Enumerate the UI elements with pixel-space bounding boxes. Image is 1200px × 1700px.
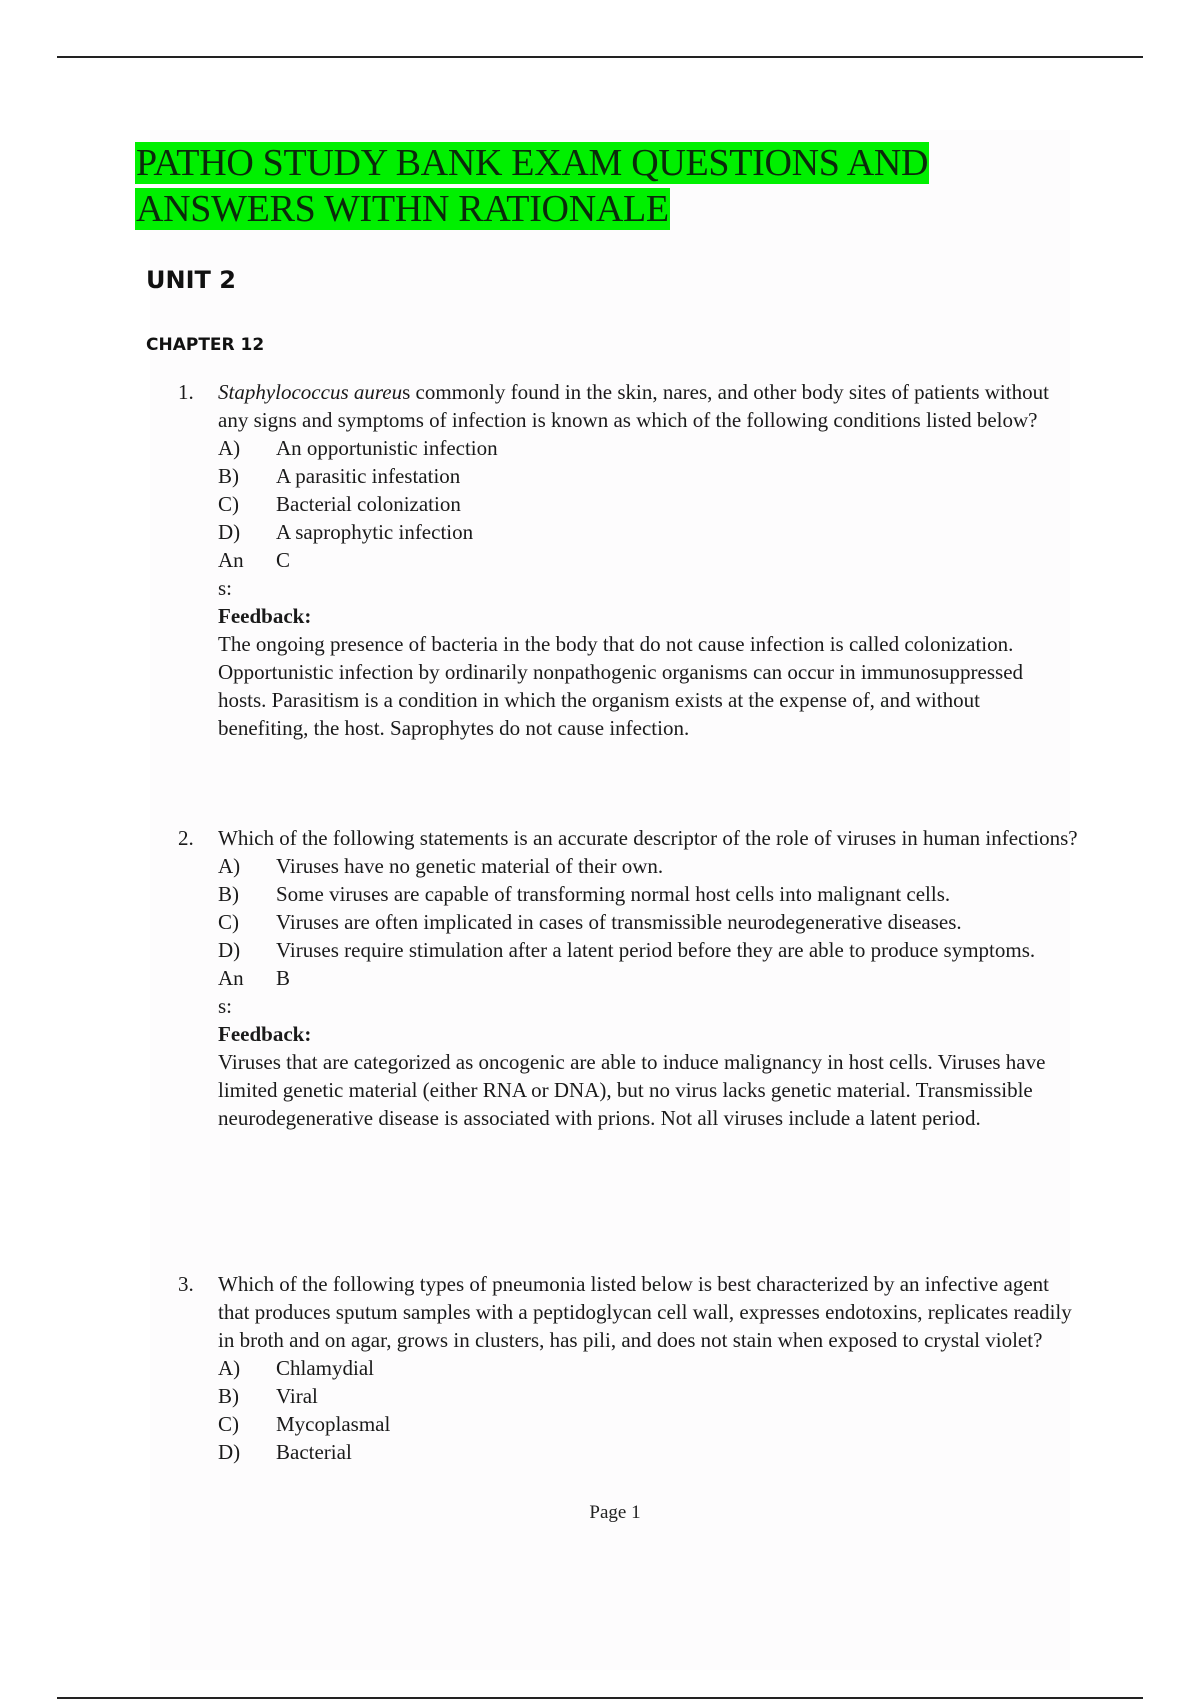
option-d: D) Bacterial <box>218 1440 352 1464</box>
question-3 <box>178 1270 1078 1466</box>
header-rule <box>57 56 1143 58</box>
answer-label: An <box>218 966 244 990</box>
page-number: Page 1 <box>589 1502 641 1523</box>
option-a: A) Chlamydial <box>218 1356 374 1380</box>
option-d: D) A saprophytic infection <box>218 520 474 544</box>
option-b: B) Some viruses are capable of transforming normal host cells into malignant cells. <box>218 882 951 906</box>
chapter-heading: CHAPTER 12 <box>146 335 265 355</box>
answer-label-continued: s: <box>218 994 233 1018</box>
question-italic-term: Staphylococcus aureu <box>218 380 403 404</box>
answer-value: B <box>276 966 291 990</box>
title-line-2: ANSWERS WITHN RATIONALE <box>136 188 669 230</box>
answer-label: An <box>218 548 244 572</box>
option-list <box>218 852 1078 964</box>
option-d: D) Viruses require stimulation after a latent period before they are able to produce symptoms. <box>218 938 1036 962</box>
option-b: B) Viral <box>218 1384 318 1408</box>
question-number: 3. <box>178 1272 194 1296</box>
answer-row <box>218 964 1078 992</box>
question-text: Staphylococcus aureus commonly found in the skin, nares, and other body sites of patients without any signs and symptoms of infection is known as which of the following conditions listed below? <box>218 380 1049 432</box>
question-number: 1. <box>178 380 194 404</box>
question-text: Which of the following statements is an accurate descriptor of the role of viruses in human infections? <box>218 826 1078 850</box>
question-number: 2. <box>178 826 194 850</box>
question-1 <box>178 378 1078 742</box>
option-c: C) Bacterial colonization <box>218 492 461 516</box>
feedback-label: Feedback: <box>218 604 312 628</box>
footer-rule <box>57 1697 1143 1699</box>
feedback-text: The ongoing presence of bacteria in the body that do not cause infection is called colonization. Opportunistic infection by ordinarily nonpathogenic organisms can occur in immunosuppressed hosts. Parasitism is a condition in which the organism exists at the expense of, and without benefiting, the host. Saprophytes do not cause infection. <box>218 632 1024 740</box>
answer-label-continued: s: <box>218 576 233 600</box>
question-2 <box>178 824 1078 1132</box>
feedback-text: Viruses that are categorized as oncogenic are able to induce malignancy in host cells. Viruses have limited genetic material (either RNA or DNA), but no virus lacks genetic material. Transmissible neurodegenerative disease is associated with prions. Not all viruses include a latent period. <box>218 1050 1046 1130</box>
document-title <box>135 140 929 232</box>
option-a: A) An opportunistic infection <box>218 436 498 460</box>
question-text: Which of the following types of pneumonia listed below is best characterized by an infective agent that produces sputum samples with a peptidoglycan cell wall, expresses endotoxins, replicates readily in broth and on agar, grows in clusters, has pili, and does not stain when exposed to crystal violet? <box>218 1272 1072 1352</box>
option-c: C) Viruses are often implicated in cases of transmissible neurodegenerative diseases. <box>218 910 962 934</box>
answer-value: C <box>276 548 291 572</box>
unit-heading: UNIT 2 <box>146 266 236 294</box>
option-list <box>218 1354 1078 1466</box>
option-c: C) Mycoplasmal <box>218 1412 391 1436</box>
feedback-label: Feedback: <box>218 1022 312 1046</box>
option-a: A) Viruses have no genetic material of their own. <box>218 854 664 878</box>
option-b: B) A parasitic infestation <box>218 464 461 488</box>
answer-row <box>218 546 1078 574</box>
option-list <box>218 434 1078 546</box>
title-line-1: PATHO STUDY BANK EXAM QUESTIONS AND <box>136 142 929 184</box>
